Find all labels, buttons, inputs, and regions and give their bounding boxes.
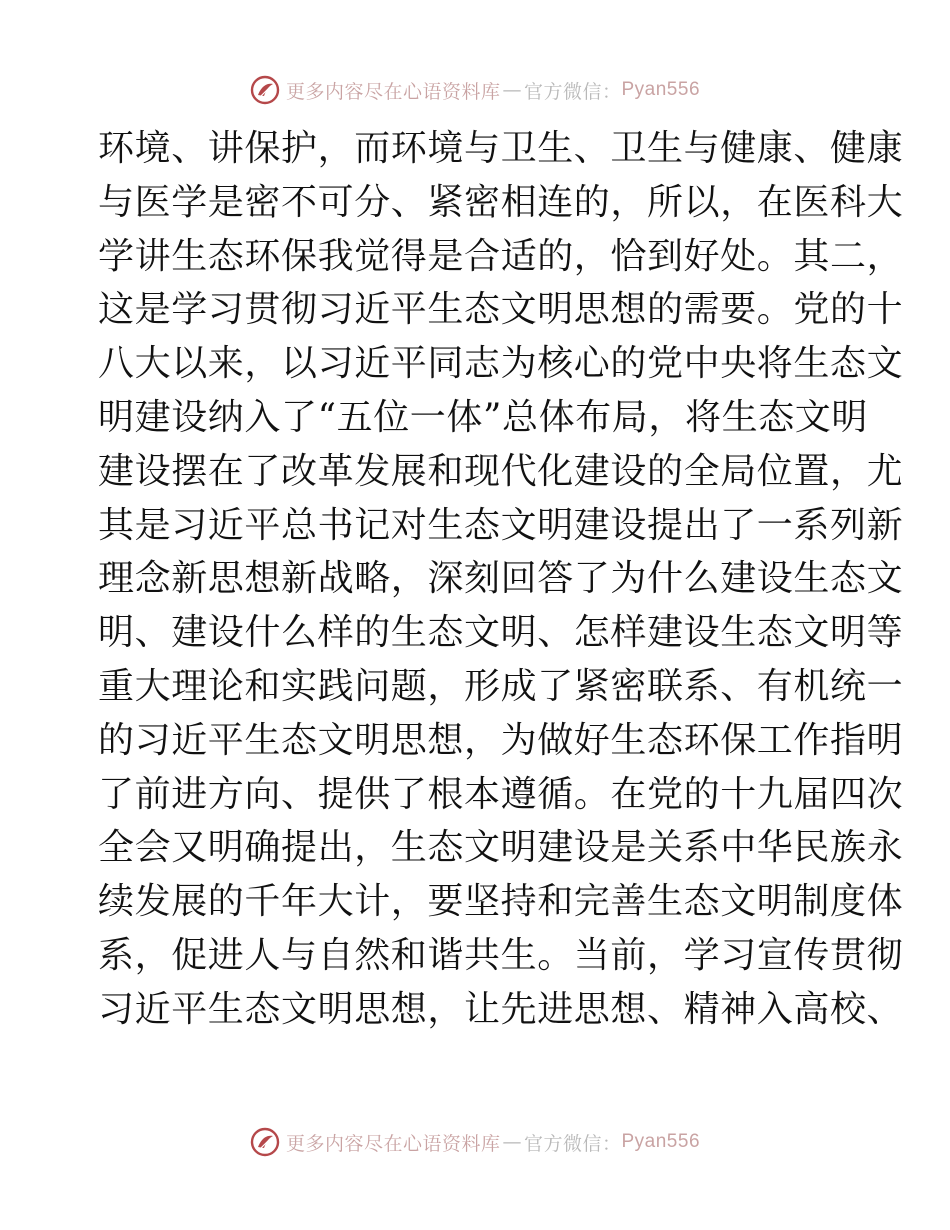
text-line: 这是学习贯彻习近平生态文明思想的需要。党的十 xyxy=(98,289,904,331)
text-line: 的习近平生态文明思想，为做好生态环保工作指明 xyxy=(98,719,904,761)
text-line: 续发展的千年大计，要坚持和完善生态文明制度体 xyxy=(98,881,904,923)
text-line: 明建设纳入了“五位一体”总体布局，将生态文明 xyxy=(98,396,869,438)
body-text xyxy=(98,122,904,1037)
text-line: 了前进方向、提供了根本遵循。在党的十九届四次 xyxy=(98,773,904,815)
watermark-prefix: 更多内容尽在心语资料库 xyxy=(285,80,501,103)
watermark-wechat-id: Pyan556 xyxy=(621,79,701,100)
text-line: 环境、讲保护，而环境与卫生、卫生与健康、健康 xyxy=(98,128,904,169)
text-line: 全会又明确提出，生态文明建设是关系中华民族永 xyxy=(98,827,904,869)
watermark-prefix: 更多内容尽在心语资料库 xyxy=(285,1132,501,1155)
text-line: 其是习近平总书记对生态文明建设提出了一系列新 xyxy=(98,504,904,546)
footer-watermark xyxy=(0,1124,950,1160)
watermark-separator: — xyxy=(502,79,522,101)
text-line: 八大以来，以习近平同志为核心的党中央将生态文 xyxy=(98,343,904,385)
header-watermark xyxy=(0,72,950,108)
text-line: 建设摆在了改革发展和现代化建设的全局位置，尤 xyxy=(98,450,904,492)
watermark-separator: — xyxy=(502,1131,522,1153)
brand-logo-icon xyxy=(250,1127,280,1157)
text-line: 与医学是密不可分、紧密相连的，所以，在医科大 xyxy=(98,181,904,223)
watermark-official-label: 官方微信： xyxy=(523,1132,622,1155)
text-line: 学讲生态环保我觉得是合适的，恰到好处。其二， xyxy=(98,235,904,277)
text-line: 习近平生态文明思想，让先进思想、精神入高校、 xyxy=(98,988,904,1030)
watermark-wechat-id: Pyan556 xyxy=(621,1131,701,1152)
watermark-official-label: 官方微信： xyxy=(523,80,622,103)
text-line: 理念新思想新战略，深刻回答了为什么建设生态文 xyxy=(98,558,904,600)
text-line: 系，促进人与自然和谐共生。当前，学习宣传贯彻 xyxy=(98,934,904,976)
text-line: 明、建设什么样的生态文明、怎样建设生态文明等 xyxy=(98,612,904,654)
brand-logo-icon xyxy=(250,75,280,105)
text-line: 重大理论和实践问题，形成了紧密联系、有机统一 xyxy=(98,665,904,707)
